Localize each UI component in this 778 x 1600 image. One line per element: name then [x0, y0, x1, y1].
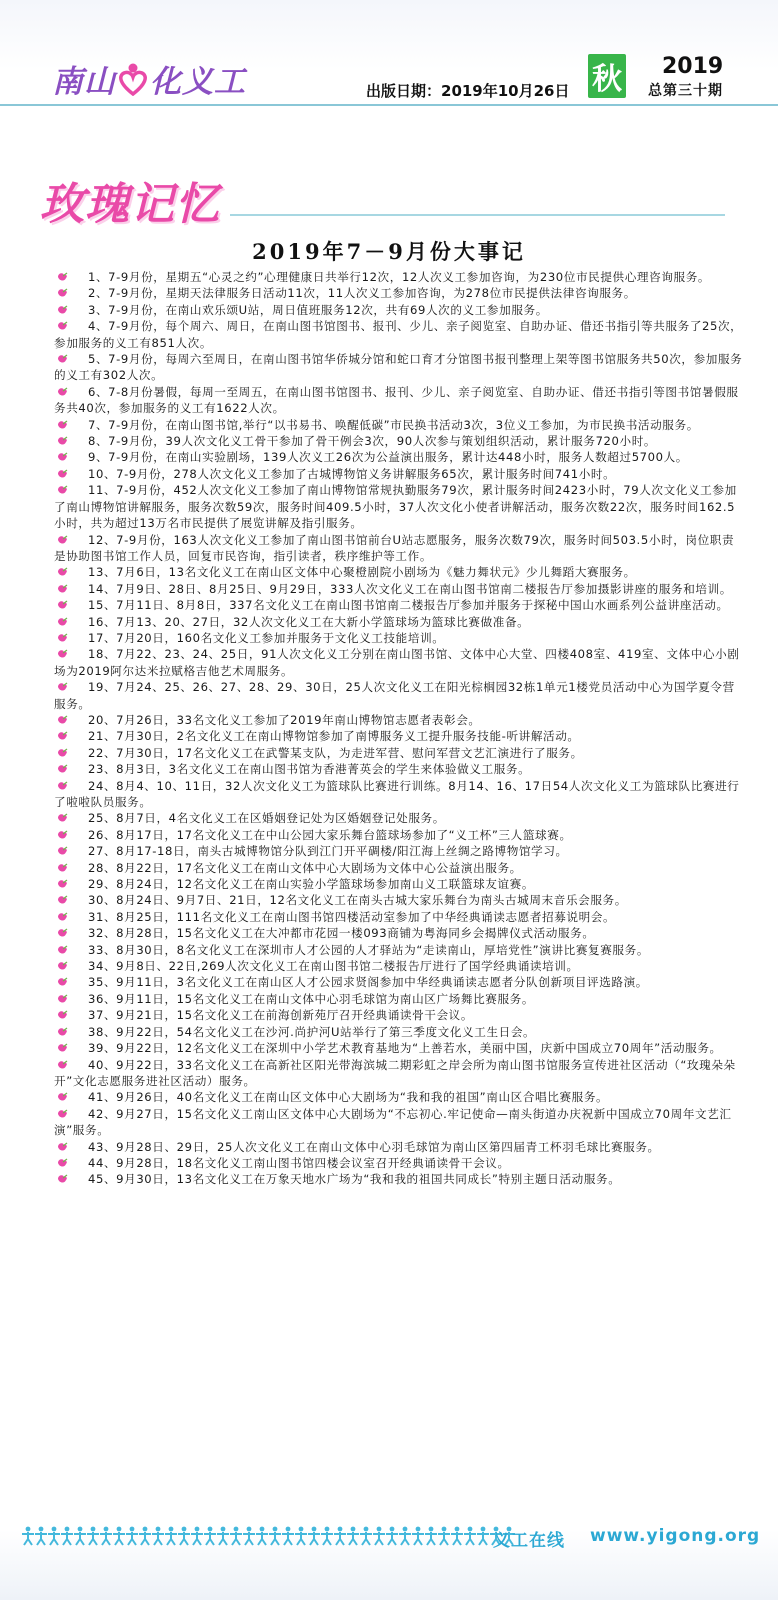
event-text: 20、7月26日，33名文化义工参加了2019年南山博物馆志愿者表彰会。 [88, 712, 481, 727]
rose-bullet-icon [57, 387, 68, 397]
rose-bullet-icon [57, 764, 68, 774]
event-text: 19、7月24、25、26、27、28、29、30日，25人次文化义工在阳光棕榈园32栋1单元1楼党员活动中心为国学夏令营服务。 [54, 680, 735, 711]
event-item [54, 630, 744, 646]
rose-bullet-icon [57, 567, 68, 577]
event-text: 8、7-9月份，39人次文化义工骨干参加了骨干例会3次，90人次参与策划组织活动，累计服务720小时。 [88, 434, 657, 449]
event-item [54, 1057, 744, 1090]
rose-bullet-icon [57, 535, 68, 545]
rose-bullet-icon [57, 748, 68, 758]
event-text: 16、7月13、20、27日，32人次文化义工在大新小学篮球场为篮球比赛做准备。 [88, 614, 530, 629]
person-icon [425, 1526, 437, 1546]
rose-bullet-icon [57, 617, 68, 627]
person-icon [451, 1526, 463, 1546]
event-text: 4、7-9月份，每个周六、周日，在南山图书馆图书、报刊、少儿、亲子阅览室、自助办证、借还书指引等共服务了25次，参加服务的义工有851人次。 [54, 319, 743, 350]
rose-bullet-icon [57, 600, 68, 610]
event-text: 32、8月28日，15名文化义工在大冲都市花园一楼093商铺为粤海同乡会揭牌仪式活动服务。 [88, 926, 595, 941]
person-icon [22, 1526, 34, 1546]
rose-bullet-icon [57, 945, 68, 955]
event-text: 22、7月30日，17名文化义工在武警某支队，为走进军营、慰问军营文艺汇演进行了服务。 [88, 745, 583, 760]
person-icon [48, 1526, 60, 1546]
logo [52, 56, 246, 101]
rose-bullet-icon [57, 354, 68, 364]
rose-bullet-icon [57, 288, 68, 298]
event-item [54, 1106, 744, 1139]
event-item [54, 351, 744, 384]
rose-bullet-icon [57, 781, 68, 791]
rose-bullet-icon [57, 436, 68, 446]
event-item [54, 417, 744, 433]
event-text: 29、8月24日，12名文化义工在南山实验小学篮球场参加南山义工联篮球友谊赛。 [88, 877, 535, 892]
rose-bullet-icon [57, 584, 68, 594]
header [0, 0, 778, 110]
season-badge: 秋 [588, 54, 626, 98]
person-icon [152, 1526, 164, 1546]
person-icon [412, 1526, 424, 1546]
person-icon [165, 1526, 177, 1546]
event-item [54, 778, 744, 811]
rose-bullet-icon [57, 1010, 68, 1020]
person-icon [113, 1526, 125, 1546]
rose-bullet-icon [57, 272, 68, 282]
event-list [54, 269, 744, 1188]
person-icon [347, 1526, 359, 1546]
event-text: 18、7月22、23、24、25日，91人次文化义工分别在南山图书馆、文体中心大堂、四楼408室、419室、文体中心小剧场为2019阿尔达米拉赋格吉他艺术周服务。 [54, 647, 740, 678]
event-text: 45、9月30日，13名文化义工在万象天地水广场为“我和我的祖国共同成长”特别主题日活动服务。 [88, 1172, 621, 1187]
rose-bullet-icon [57, 715, 68, 725]
person-icon [217, 1526, 229, 1546]
rose-bullet-icon [57, 633, 68, 643]
event-item [54, 958, 744, 974]
event-item [54, 318, 744, 351]
rose-bullet-icon [57, 1043, 68, 1053]
event-item [54, 745, 744, 761]
event-text: 25、8月7日，4名文化义工在区婚姻登记处为区婚姻登记处服务。 [88, 811, 445, 826]
event-item [54, 269, 744, 285]
event-text: 12、7-9月份，163人次文化义工参加了南山图书馆前台U站志愿服务，服务次数79次，服务时间503.5小时，岗位职责是协助图书馆工作人员，回复市民咨询，指引读者，秩序维护等工作。 [54, 532, 735, 563]
person-icon [178, 1526, 190, 1546]
event-item [54, 1024, 744, 1040]
person-icon [230, 1526, 242, 1546]
logo-text-right: 化义工 [150, 64, 246, 100]
person-icon [295, 1526, 307, 1546]
rose-bullet-icon [57, 846, 68, 856]
rose-bullet-icon [57, 830, 68, 840]
event-text: 41、9月26日，40名文化义工在南山区文体中心大剧场为“我和我的祖国”南山区合唱比赛服务。 [88, 1090, 609, 1105]
event-item [54, 942, 744, 958]
section-title: 玫瑰记忆 [40, 179, 220, 230]
rose-bullet-icon [57, 1109, 68, 1119]
person-icon [191, 1526, 203, 1546]
issue-year: 2019 [662, 54, 724, 79]
section-divider [230, 214, 725, 216]
publication-date: 出版日期：2019年10月26日 [366, 82, 570, 100]
event-item [54, 466, 744, 482]
event-item [54, 1139, 744, 1155]
rose-bullet-icon [57, 1142, 68, 1152]
event-item [54, 302, 744, 318]
event-item [54, 909, 744, 925]
rose-bullet-icon [57, 420, 68, 430]
event-item [54, 728, 744, 744]
event-text: 30、8月24日、9月7日、21日，12名文化义工在南头古城大家乐舞台为南头古城周末音乐会服务。 [88, 893, 627, 908]
event-text: 43、9月28日、29日，25人次文化义工在南山文体中心羽毛球馆为南山区第四届青工杯羽毛球比赛服务。 [88, 1139, 660, 1154]
event-text: 7、7-9月份，在南山图书馆,举行“以书易书、唤醒低碳”市民换书活动3次，3位义工参加，为市民换书活动服务。 [88, 417, 699, 432]
event-text: 21、7月30日，2名文化义工在南山博物馆参加了南博服务义工提升服务技能-听讲解活动。 [88, 729, 580, 744]
event-item [54, 384, 744, 417]
person-icon [334, 1526, 346, 1546]
event-text: 24、8月4、10、11日，32人次文化义工为篮球队比赛进行训练。8月14、16、17日54人次文化义工为篮球队比赛进行了啦啦队员服务。 [54, 778, 740, 809]
event-item [54, 646, 744, 679]
rose-bullet-icon [57, 682, 68, 692]
volunteer-people-chain-icon [22, 1526, 515, 1546]
event-item [54, 1040, 744, 1056]
rose-bullet-icon [57, 1158, 68, 1168]
event-item [54, 433, 744, 449]
person-icon [269, 1526, 281, 1546]
event-item [54, 597, 744, 613]
person-icon [74, 1526, 86, 1546]
rose-bullet-icon [57, 485, 68, 495]
event-item [54, 581, 744, 597]
event-item [54, 614, 744, 630]
person-icon [477, 1526, 489, 1546]
rose-bullet-icon [57, 469, 68, 479]
logo-text-left: 南山 [52, 64, 116, 100]
event-text: 1、7-9月份，星期五“心灵之约”心理健康日共举行12次，12人次义工参加咨询，为230位市民提供心理咨询服务。 [88, 270, 711, 284]
event-item [54, 712, 744, 728]
person-icon [308, 1526, 320, 1546]
event-text: 28、8月22日，17名文化义工在南山文体中心大剧场为文体中心公益演出服务。 [88, 860, 522, 875]
event-text: 2、7-9月份，星期天法律服务日活动11次，11人次义工参加咨询，为278位市民提供法律咨询服务。 [88, 286, 636, 301]
event-text: 44、9月28日，18名文化义工南山图书馆四楼会议室召开经典诵读骨干会议。 [88, 1155, 510, 1170]
event-text: 15、7月11日、8月8日，337名文化义工在南山图书馆南二楼报告厅参加并服务于探秘中国山水画系列公益讲座活动。 [88, 598, 729, 613]
event-text: 3、7-9月份，在南山欢乐颂U站，周日值班服务12次，共有69人次的义工参加服务。 [88, 302, 548, 317]
rose-bullet-icon [57, 895, 68, 905]
person-icon [256, 1526, 268, 1546]
event-item [54, 827, 744, 843]
person-icon [399, 1526, 411, 1546]
event-item [54, 892, 744, 908]
event-item [54, 761, 744, 777]
rose-bullet-icon [57, 649, 68, 659]
event-item [54, 810, 744, 826]
event-text: 27、8月17-18日，南头古城博物馆分队到江门开平碉楼/阳江海上丝绸之路博物馆学习。 [88, 844, 568, 859]
rose-bullet-icon [57, 977, 68, 987]
person-icon [321, 1526, 333, 1546]
event-item [54, 564, 744, 580]
event-text: 36、9月11日，15名文化义工在南山文体中心羽毛球馆为南山区广场舞比赛服务。 [88, 991, 535, 1006]
event-text: 40、9月22日，33名文化义工在高新社区阳光带海滨城二期彩虹之岸会所为南山图书馆服务宣传进社区活动（“玫瑰朵朵开”文化志愿服务进社区活动）服务。 [54, 1057, 736, 1088]
person-icon [204, 1526, 216, 1546]
event-text: 6、7-8月份暑假，每周一至周五，在南山图书馆图书、报刊、少儿、亲子阅览室、自助办证、借还书指引等图书馆暑假服务共40次，参加服务的义工有1622人次。 [54, 384, 739, 416]
event-text: 23、8月3日，3名文化义工在南山图书馆为香港菁英会的学生来体验做义工服务。 [88, 762, 531, 777]
person-icon [139, 1526, 151, 1546]
event-text: 17、7月20日，160名文化义工参加并服务于文化义工技能培训。 [88, 630, 445, 645]
person-icon [386, 1526, 398, 1546]
event-item [54, 449, 744, 465]
event-item [54, 285, 744, 301]
person-icon [126, 1526, 138, 1546]
event-text: 33、8月30日，8名文化义工在深圳市人才公园的人才驿站为“走读南山，厚培党性”演讲比赛复赛服务。 [88, 942, 650, 957]
person-icon [360, 1526, 372, 1546]
event-text: 42、9月27日，15名文化义工南山区文体中心大剧场为“不忘初心.牢记使命—南头街道办庆祝新中国成立70周年文艺汇演”服务。 [54, 1106, 732, 1138]
rose-bullet-icon [57, 731, 68, 741]
event-text: 5、7-9月份，每周六至周日，在南山图书馆华侨城分馆和蛇口育才分馆图书报刊整理上架等图书馆服务共50次，参加服务的义工有302人次。 [54, 352, 743, 383]
event-text: 13、7月6日，13名文化义工在南山区文体中心聚橙剧院小剧场为《魅力舞状元》少儿舞蹈大赛服务。 [88, 565, 636, 580]
event-text: 35、9月11日，3名文化义工在南山区人才公园求贤阁参加中华经典诵读志愿者分队创新项目评选路演。 [88, 975, 648, 990]
footer-url[interactable]: www.yigong.org [590, 1526, 761, 1546]
rose-bullet-icon [57, 961, 68, 971]
rose-bullet-icon [57, 1092, 68, 1102]
event-item [54, 860, 744, 876]
person-icon [464, 1526, 476, 1546]
rose-bullet-icon [57, 1027, 68, 1037]
event-item [54, 482, 744, 531]
rose-bullet-icon [57, 1174, 68, 1184]
person-icon [243, 1526, 255, 1546]
person-icon [35, 1526, 47, 1546]
rose-bullet-icon [57, 879, 68, 889]
event-item [54, 925, 744, 941]
event-item [54, 1171, 744, 1187]
event-text: 38、9月22日，54名文化义工在沙河.尚护河U站举行了第三季度文化义工生日会。 [88, 1024, 536, 1039]
event-text: 37、9月21日，15名文化义工在前海创新苑厅召开经典诵读骨干会议。 [88, 1008, 474, 1023]
footer-site-name: 义工在线 [493, 1531, 565, 1551]
rose-bullet-icon [57, 305, 68, 315]
rose-bullet-icon [57, 1060, 68, 1070]
person-icon [61, 1526, 73, 1546]
rose-bullet-icon [57, 994, 68, 1004]
person-icon [282, 1526, 294, 1546]
event-text: 31、8月25日，111名文化义工在南山图书馆四楼活动室参加了中华经典诵读志愿者招募说明会。 [88, 909, 616, 924]
event-text: 11、7-9月份，452人次文化义工参加了南山博物馆常规执勤服务79次，累计服务时间2423小时，79人次文化义工参加了南山博物馆讲解服务，服务次数59次，服务时间409.5小时，37人次文化小使者讲解活动，服务次数22次，服务时间162.5小时，共为超过13万名市民提供了展览讲解及指引服务。 [54, 483, 737, 531]
event-text: 39、9月22日，12名文化义工在深圳中小学艺术教育基地为“上善若水，美丽中国，庆新中国成立70周年”活动服务。 [88, 1041, 722, 1056]
person-icon [87, 1526, 99, 1546]
document-title: 2019年7－9月份大事记 [252, 239, 526, 264]
event-item [54, 1155, 744, 1171]
rose-bullet-icon [57, 452, 68, 462]
event-text: 26、8月17日，17名文化义工在中山公园大家乐舞台篮球场参加了“义工杯”三人篮球赛。 [88, 827, 572, 842]
person-icon [373, 1526, 385, 1546]
rose-bullet-icon [57, 928, 68, 938]
header-divider [0, 104, 778, 106]
rose-bullet-icon [57, 321, 68, 331]
event-item [54, 532, 744, 565]
event-item [54, 679, 744, 712]
event-item [54, 974, 744, 990]
person-icon [100, 1526, 112, 1546]
event-item [54, 1089, 744, 1105]
event-item [54, 876, 744, 892]
rose-bullet-icon [57, 863, 68, 873]
heart-person-icon [118, 62, 148, 96]
issue-number: 总第三十期 [648, 83, 723, 99]
rose-bullet-icon [57, 813, 68, 823]
rose-bullet-icon [57, 912, 68, 922]
event-text: 10、7-9月份，278人次文化义工参加了古城博物馆义务讲解服务65次，累计服务时间741小时。 [88, 466, 616, 481]
event-text: 9、7-9月份，在南山实验剧场，139人次义工26次为公益演出服务，累计达448小时，服务人数超过5700人。 [88, 450, 688, 465]
event-item [54, 843, 744, 859]
event-item [54, 991, 744, 1007]
event-text: 14、7月9日、28日、8月25日、9月29日，333人次文化义工在南山图书馆南二楼报告厅参加摄影讲座的服务和培训。 [88, 581, 732, 596]
event-text: 34、9月8日、22日,269人次文化义工在南山图书馆二楼报告厅进行了国学经典诵读培训。 [88, 959, 579, 974]
person-icon [438, 1526, 450, 1546]
event-item [54, 1007, 744, 1023]
